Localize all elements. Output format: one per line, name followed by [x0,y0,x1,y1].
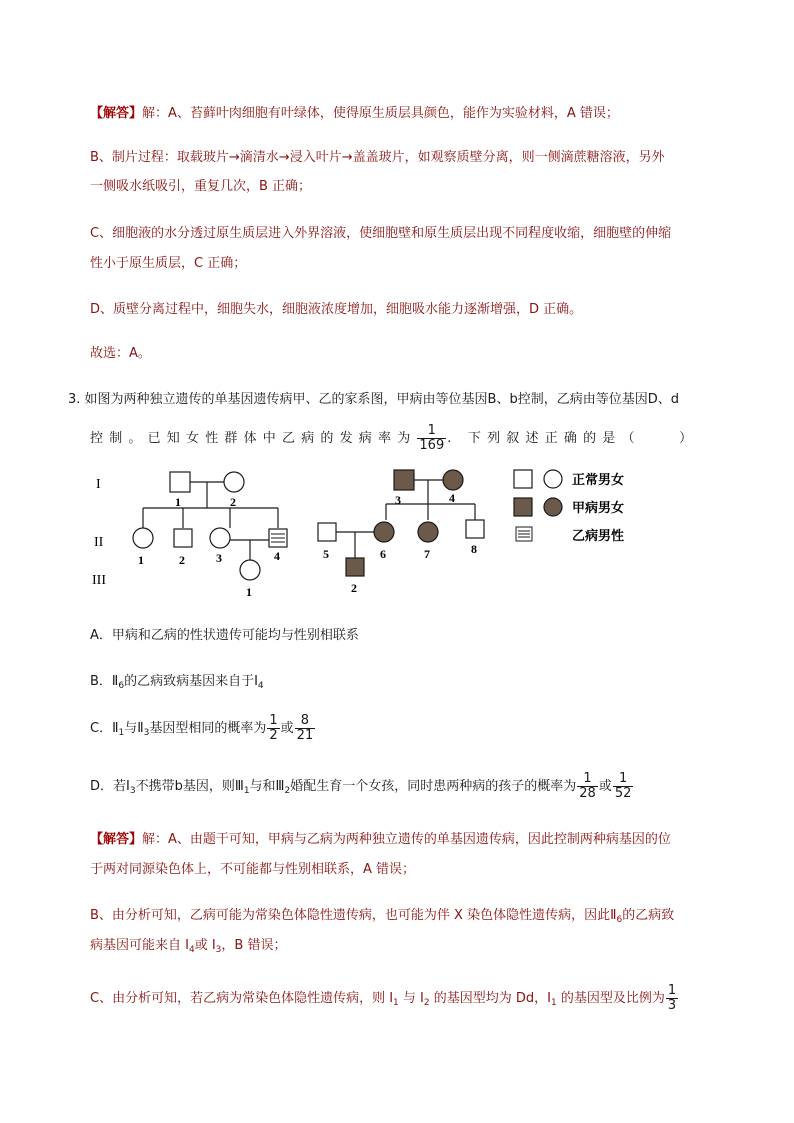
answer3-c-mid3: 的基因型及比例为 [556,991,665,1006]
left-II4-male-yi [269,529,287,547]
right-I3-number: 3 [395,493,401,507]
legend-normal-male-icon [514,470,532,488]
answer2-tag: 【解答】 [90,106,143,121]
pedigree-figure [88,460,668,610]
option-b [90,672,264,696]
answer3-a2: 于两对同源染色体上，不可能都与性别相联系，A 错误； [90,862,416,877]
answer3-c-num: 1 [667,983,677,998]
answer2-b1: B、制片过程：取载玻片→滴清水→浸入叶片→盖盖玻片，如观察质壁分离，则一侧滴蔗糖溶液，另外 [90,150,665,165]
gen-I-label: I [96,477,101,492]
left-II3-female-normal [210,528,230,548]
answer3-b2-sub2: 3 [215,945,222,955]
answer3-c-mid1: 与 I [398,991,424,1006]
option-b-mid: 的乙病致病基因来自于Ⅰ [124,674,258,689]
option-c-sub1: 1 [118,728,125,738]
right-II8-number: 8 [471,542,477,556]
question3-rate-fraction [417,424,446,453]
left-I1-number: 1 [175,495,181,509]
option-c-f1-num: 1 [269,713,278,728]
right-II5-number: 5 [323,547,329,561]
option-c-mid2: 基因型相同的概率为 [149,721,267,736]
legend-yi-male-icon [516,527,532,541]
option-c-pre: C．Ⅱ [90,721,119,736]
answer3-b1 [90,906,674,930]
option-d-fraction1 [577,772,598,801]
answer2-choice: 故选：A。 [90,346,151,361]
question3-line2 [90,424,698,453]
right-II6-number: 6 [380,547,386,561]
legend-jia-label: 甲病男女 [572,501,625,516]
option-d-f2-den: 52 [614,786,632,801]
option-b-pre: B．Ⅱ [90,674,119,689]
answer3-c-mid2: 的基因型均为 Dd，I [429,991,551,1006]
option-a: A．甲病和乙病的性状遗传可能均与性别相联系 [90,628,359,643]
legend-yi-label: 乙病男性 [572,529,625,544]
option-d-mid1: 不携带b基因，则Ⅲ [135,779,244,794]
right-III2-male-jia [346,558,364,576]
answer3-b1-pre: B、由分析可知，乙病可能为常染色体隐性遗传病，也可能为伴 X 染色体隐性遗传病，因此Ⅱ [90,908,617,923]
left-II1-number: 1 [138,553,144,567]
question3-text3: . 下列叙述正确的是（ ） [447,431,699,446]
question3-text1: 如图为两种独立遗传的单基因遗传病甲、乙的家系图，甲病由等位基因B、b控制，乙病由等位基因D、d [84,392,679,407]
answer3-c-den: 3 [667,998,677,1013]
option-c-sub2: 3 [143,728,150,738]
option-d-sub1: 3 [129,786,136,796]
answer3-b1-post: 的乙病致 [622,908,675,923]
left-II1-female-normal [133,528,153,548]
right-II7-number: 7 [424,547,430,561]
answer3-b2-post: ，B 错误； [221,938,287,953]
option-d-or: 或 [598,779,612,794]
right-II5-male-normal [318,523,336,541]
answer2-c1: C、细胞液的水分透过原生质层进入外界溶液，使细胞壁和原生质层出现不同程度收缩，细胞壁的伸缩 [90,226,672,241]
answer2-d: D、质壁分离过程中，细胞失水，细胞液浓度增加，细胞吸水能力逐渐增强，D 正确。 [90,302,583,317]
answer2-a: 解：A、苔藓叶肉细胞有叶绿体，使得原生质层具颜色，能作为实验材料，A 错误； [142,106,619,121]
answer3-c-sub2: 2 [423,998,430,1008]
right-II6-female-jia [374,522,394,542]
option-c-f2-den: 21 [296,728,314,743]
answer2-c2: 性小于原生质层，C 正确； [90,256,247,271]
right-III2-number: 2 [351,581,357,595]
option-c-f2-num: 8 [295,714,316,729]
left-II4-number: 4 [274,549,280,563]
right-II8-male-normal [466,520,484,538]
right-I4-number: 4 [449,491,455,505]
answer3-c-pre: C、由分析可知，若乙病为常染色体隐性遗传病，则 I [90,991,394,1006]
option-d-mid3: 婚配生育一个女孩，同时患两种病的孩子的概率为 [290,779,577,794]
answer3-a1 [90,830,671,850]
option-d-f2-num: 1 [613,772,634,787]
option-d-sub3: 2 [284,786,291,796]
option-c-fraction1 [267,714,279,743]
right-I3-male-jia [394,470,414,490]
option-d-sub2: 1 [243,786,250,796]
answer3-c [90,984,679,1013]
left-III1-number: 1 [246,585,252,599]
rate-denominator: 169 [419,438,445,453]
left-I2-female-normal [224,472,244,492]
answer2-b2: 一侧吸水纸吸引，重复几次，B 正确； [90,179,312,194]
option-c [90,714,316,743]
option-d [90,772,634,801]
answer3-a1-text: 解：A、由题干可知，甲病与乙病为两种独立遗传的单基因遗传病，因此控制两种病基因的位 [142,832,671,847]
answer3-b2-mid: 或 I [194,938,216,953]
legend-jia-female-icon [544,498,562,516]
legend-normal-female-icon [544,470,562,488]
gen-II-label: II [94,535,104,550]
answer3-c-sub3: 1 [551,998,557,1008]
question3-number: 3. [68,392,81,407]
left-I2-number: 2 [230,495,236,509]
left-II3-number: 3 [216,551,222,565]
legend-jia-male-icon [514,498,532,516]
left-I1-male-normal [170,472,190,492]
left-III1-female-normal [240,560,260,580]
answer2-line-a [90,104,619,124]
option-c-f1-den: 2 [269,728,278,743]
option-b-sub2: 4 [257,681,264,691]
left-II2-male-normal [174,529,192,547]
answer3-b2 [90,936,286,960]
option-d-f1-den: 28 [579,786,596,801]
right-I4-female-jia [443,470,463,490]
option-c-fraction2 [295,714,316,743]
right-II7-female-jia [418,522,438,542]
left-II2-number: 2 [179,553,185,567]
option-b-sub1: 6 [118,681,125,691]
question3-text2: 控制。已知女性群体中乙病的发病率为 [90,431,417,446]
answer3-b1-sub: 6 [616,915,623,925]
rate-numerator: 1 [417,424,446,439]
option-c-mid: 与Ⅱ [124,721,144,736]
option-d-f1-num: 1 [577,772,598,787]
option-c-or: 或 [280,721,294,736]
option-d-pre: D．若Ⅰ [90,779,130,794]
answer3-c-sub1: 1 [393,998,399,1008]
gen-III-label: III [92,573,106,588]
answer3-c-fraction [666,984,678,1013]
answer3-tag: 【解答】 [90,832,143,847]
legend-normal-label: 正常男女 [572,473,625,488]
option-d-mid2: 与和Ⅲ [249,779,285,794]
answer3-b2-sub1: 4 [188,945,195,955]
option-d-fraction2 [613,772,634,801]
answer3-b2-pre: 病基因可能来自 I [90,938,189,953]
question3-line1 [68,390,679,410]
